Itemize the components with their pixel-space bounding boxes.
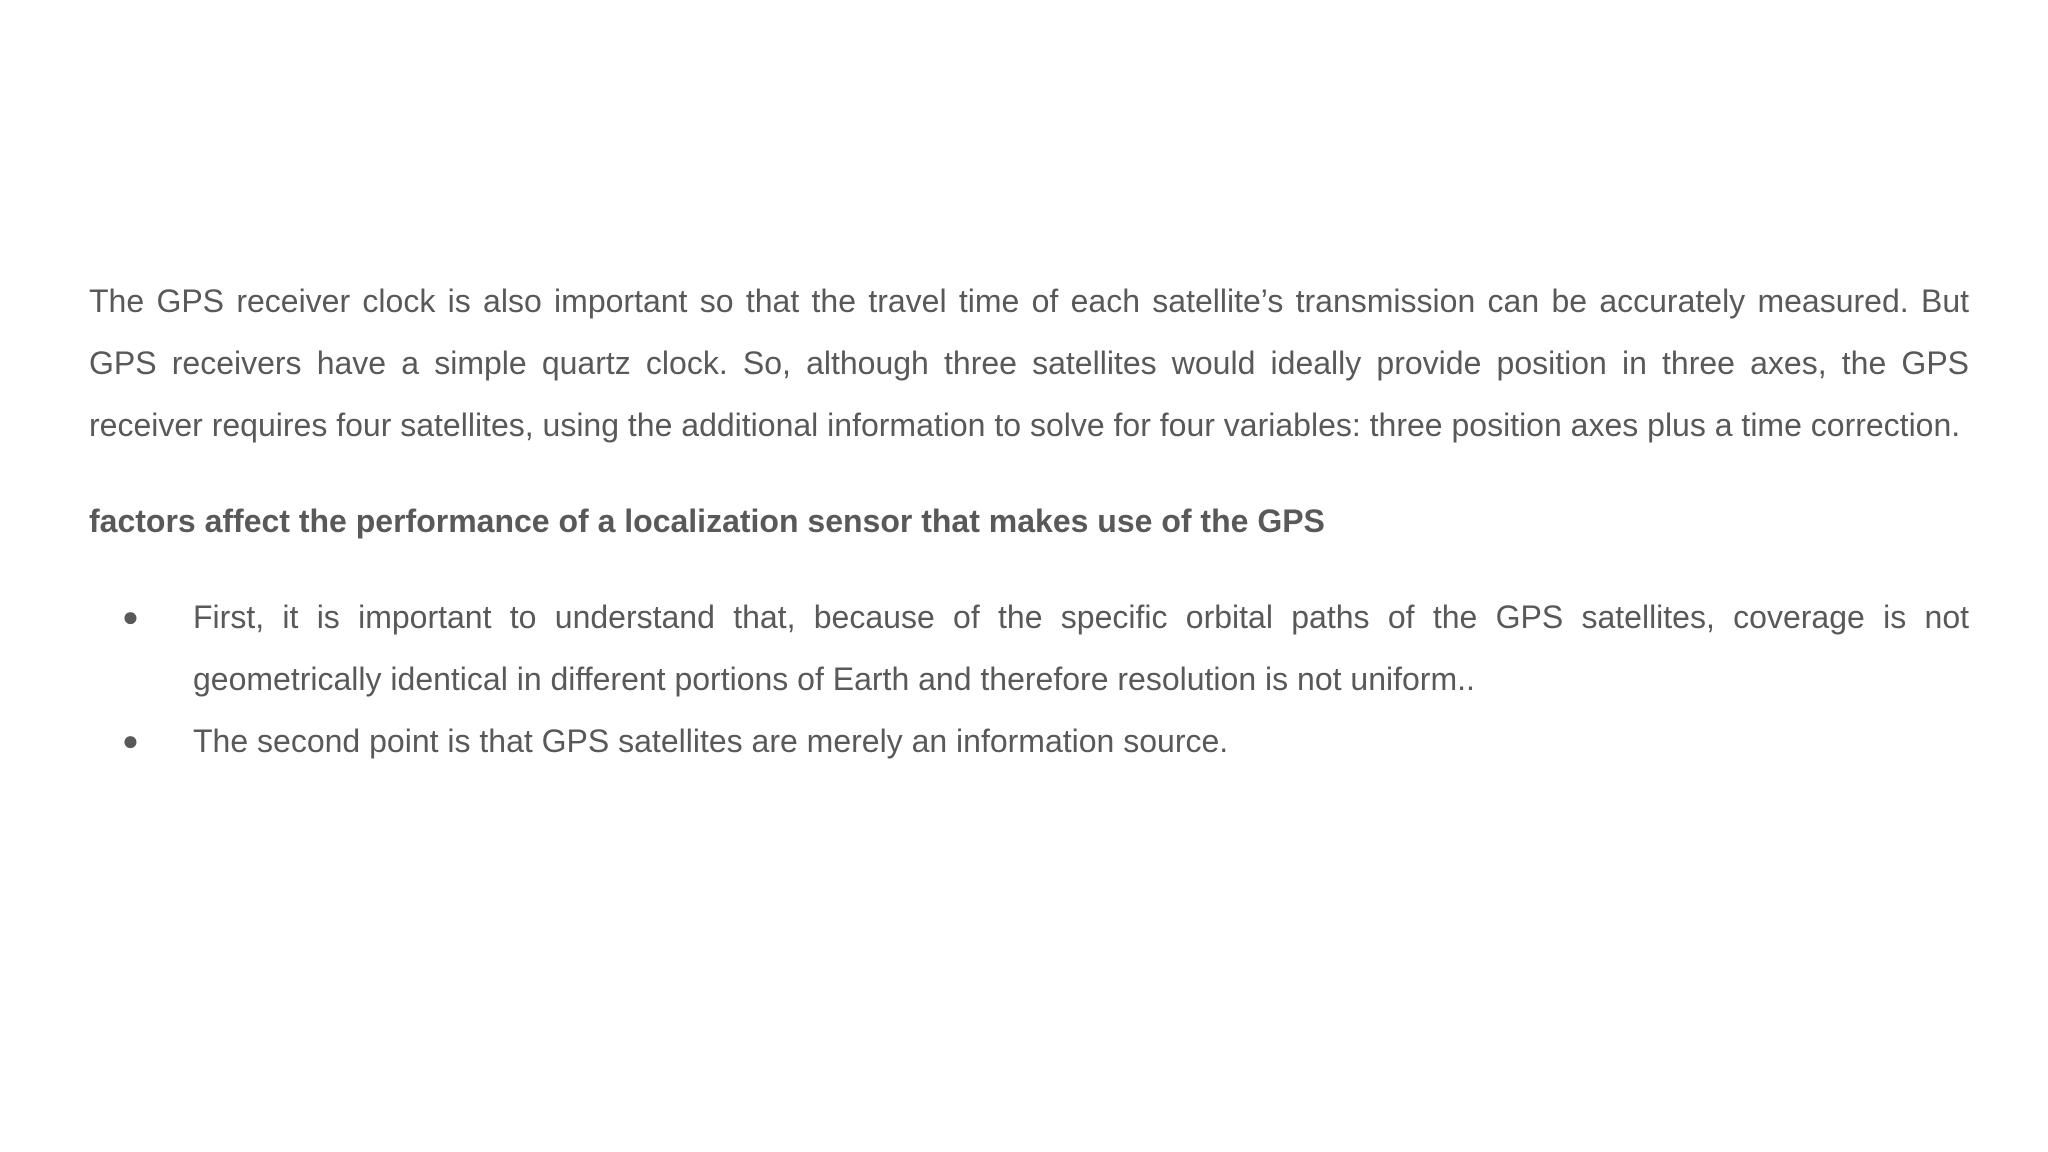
bullet-text: First, it is important to understand that, because of the specific orbital paths of the GPS satellites, coverage is not geometrically identical in different portions of Earth and therefore resolution is not uniform.. <box>193 599 1969 697</box>
bullet-icon: ● <box>122 725 139 756</box>
bullet-text: The second point is that GPS satellites are merely an information source. <box>193 723 1229 759</box>
section-heading: factors affect the performance of a localization sensor that makes use of the GPS <box>89 503 1325 539</box>
intro-paragraph: The GPS receiver clock is also important so that the travel time of each satellite’s transmission can be accurately measured. But GPS receivers have a simple quartz clock. So, although three satellites would ideally provide position in three axes, the GPS receiver requires four satellites, using the additional information to solve for four variables: three position axes plus a time correction. <box>89 283 1969 443</box>
bullet-list <box>89 586 1969 772</box>
bullet-icon: ● <box>122 601 139 632</box>
list-item <box>89 586 1969 710</box>
list-item <box>89 710 1969 772</box>
document-body <box>89 270 1969 772</box>
